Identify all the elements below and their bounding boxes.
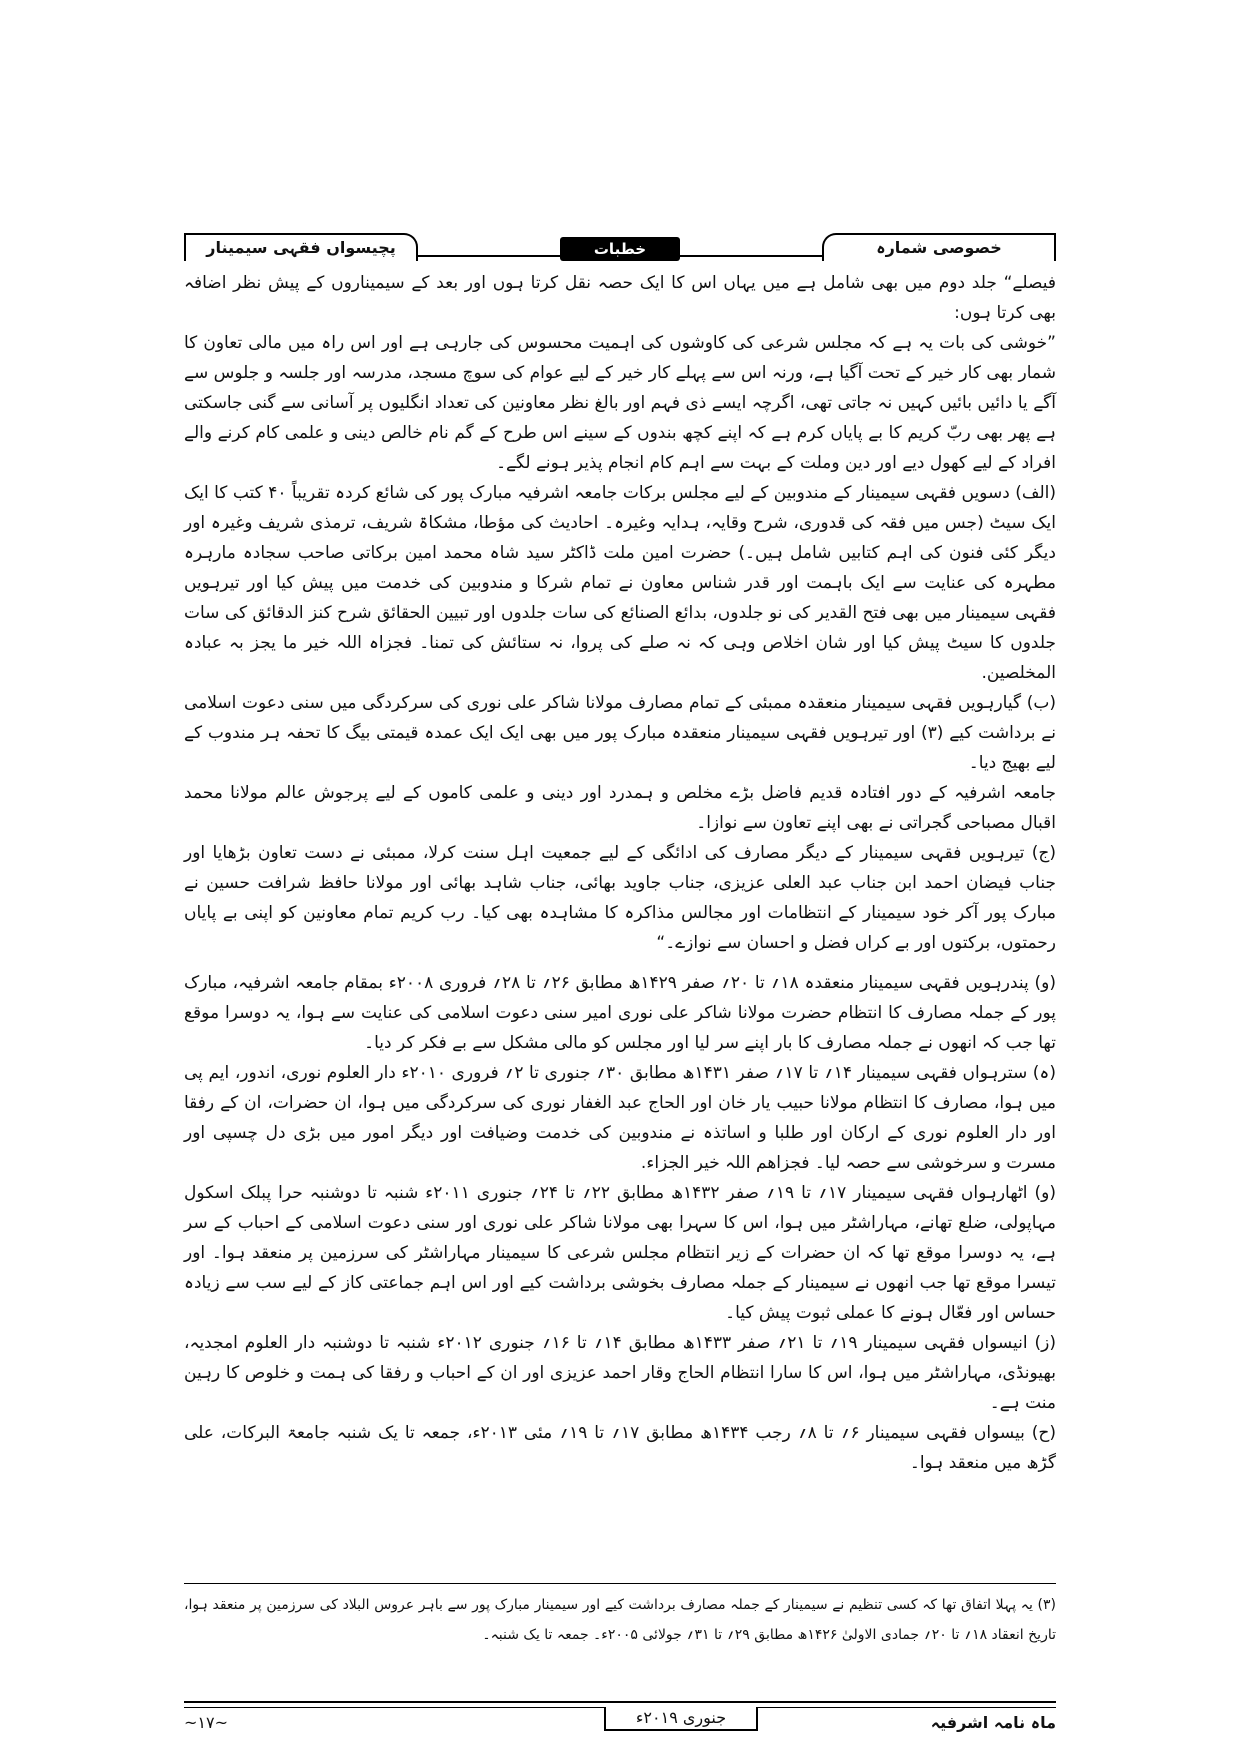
footnote-rule [184,1583,1056,1584]
paragraph: (ہ) سترہواں فقہی سیمینار ۱۴؍ تا ۱۷؍ صفر ۱۴۳۱ھ مطابق ۳۰؍ جنوری تا ۲؍ فروری ۲۰۱۰ء دار العلوم نوری، اندور، ایم پی میں ہوا، مصارف کا انتظام مولانا حبیب یار خان اور الحاج عبد الغفار نوری کی سرکردگی میں ہوا، ان حضرات، ان کے رفقا اور دار العلوم نوری کے ارکان اور طلبا و اساتذہ نے مندوبین کی خدمت وضیافت اور دیگر امور میں بڑی دل چسپی اور مسرت و سرخوشی سے حصہ لیا۔ فجزاھم اللہ خیر الجزاء. [184,1063,1056,1173]
paragraph: فیصلے“ جلد دوم میں بھی شامل ہے میں یہاں اس کا ایک حصہ نقل کرتا ہوں اور بعد کے سیمیناروں کے پیش نظر اضافہ بھی کرتا ہوں: [184,273,1056,323]
journal-name: ماہ نامہ اشرفیہ [930,1713,1056,1732]
paragraph: (الف) دسویں فقہی سیمینار کے مندوبین کے لیے مجلس برکات جامعہ اشرفیہ مبارک پور کی شائع کردہ تقریباً ۴۰ کتب کا ایک ایک سیٹ (جس میں فقہ کی قدوری، شرح وقایہ، ہدایہ وغیرہ۔ احادیث کی مؤطا، مشکاۃ شریف، ترمذی شریف وغیرہ اور دیگر کئی فنون کی اہم کتابیں شامل ہیں۔) حضرت امین ملت ڈاکٹر سید شاہ محمد امین برکاتی صاحب سجادہ مارہرہ مطہرہ کی عنایت سے ایک باہمت اور قدر شناس معاون نے تمام شرکا و مندوبین کی خدمت میں پیش کیا اور تیرہویں فقہی سیمینار میں بھی فتح القدیر کی نو جلدوں، بدائع الصنائع کی سات جلدوں اور تبیین الحقائق شرح کنز الدقائق کی سات جلدوں کا سیٹ پیش کیا اور شان اخلاص وہی کہ نہ صلے کی پروا، نہ ستائش کی تمنا۔ فجزاہ اللہ خیر ما یجز بہ عبادہ المخلصین. [184,483,1056,683]
paragraph: (و) پندرہویں فقہی سیمینار منعقدہ ۱۸؍ تا ۲۰؍ صفر ۱۴۲۹ھ مطابق ۲۶؍ تا ۲۸؍ فروری ۲۰۰۸ء بمقام جامعہ اشرفیہ، مبارک پور کے جملہ مصارف کا انتظام حضرت مولانا شاکر علی نوری امیر سنی دعوت اسلامی کی عنایت سے ہوا، یہ دوسرا موقع تھا جب کہ انھوں نے جملہ مصارف کا بار اپنے سر لیا اور مجلس کو مالی مشکل سے بے فکر کر دیا۔ [184,973,1057,1053]
paragraph: (و) اٹھارہواں فقہی سیمینار ۱۷؍ تا ۱۹؍ صفر ۱۴۳۲ھ مطابق ۲۲؍ تا ۲۴؍ جنوری ۲۰۱۱ء شنبہ تا دوشنبہ حرا پبلک اسکول مہاپولی، ضلع تھانے، مہاراشٹر میں ہوا، اس کا سہرا بھی مولانا شاکر علی نوری اور سنی دعوت اسلامی کے احباب کے سر ہے، یہ دوسرا موقع تھا کہ ان حضرات کے زیر انتظام مجلس شرعی کا سیمینار مہاراشٹر کی سرزمین پر منعقد ہوا۔ اور تیسرا موقع تھا جب انھوں نے سیمینار کے جملہ مصارف بخوشی برداشت کیے اور اس اہم جماعتی کاز کے لیے سب سے زیادہ حساس اور فعّال ہونے کا عملی ثبوت پیش کیا۔ [184,1183,1056,1323]
page-header [184,233,1056,263]
page-footer [184,1695,1056,1731]
paragraph: (ح) بیسواں فقہی سیمینار ۶؍ تا ۸؍ رجب ۱۴۳۴ھ مطابق ۱۷؍ تا ۱۹؍ مئی ۲۰۱۳ء، جمعہ تا یک شنبہ جامعۃ البرکات، علی گڑھ میں منعقد ہوا۔ [184,1423,1057,1473]
page-number: ~۱۷~ [184,1713,228,1732]
paragraph: (ز) انیسواں فقہی سیمینار ۱۹؍ تا ۲۱؍ صفر ۱۴۳۳ھ مطابق ۱۴؍ تا ۱۶؍ جنوری ۲۰۱۲ء شنبہ تا دوشنبہ دار العلوم امجدیہ، بھیونڈی، مہاراشٹر میں ہوا، اس کا سارا انتظام الحاج وقار احمد عزیزی اور ان کے احباب و رفقا کی ہمت و خلوص کا رہین منت ہے۔ [184,1333,1056,1413]
paragraph: (ب) گیارہویں فقہی سیمینار منعقدہ ممبئی کے تمام مصارف مولانا شاکر علی نوری کی سرکردگی میں سنی دعوت اسلامی نے برداشت کیے (۳) اور تیرہویں فقہی سیمینار منعقدہ مبارک پور میں بھی ایک ایک عمدہ قیمتی بیگ کا تحفہ ہر مندوب کے لیے بھیج دیا۔ [184,693,1057,773]
footnote-area [184,1590,1056,1650]
paragraph: (ج) تیرہویں فقہی سیمینار کے دیگر مصارف کی ادائگی کے لیے جمعیت اہل سنت کرلا، ممبئی نے دست تعاون بڑھایا اور جناب فیضان احمد ابن جناب عبد العلی عزیزی، جناب جاوید بھائی، جناب شاہد بھائی اور مولانا حافظ شرافت حسین نے مبارک پور آکر خود سیمینار کے انتظامات اور مجالس مذاکرہ کا مشاہدہ بھی کیا۔ رب کریم تمام معاونین کو اپنی بے پایاں رحمتوں، برکتوں اور بے کراں فضل و احسان سے نوازے۔“ [184,843,1056,953]
footer-rule [184,1701,1056,1703]
paragraph: ”خوشی کی بات یہ ہے کہ مجلس شرعی کی کاوشوں کی اہمیت محسوس کی جارہی ہے اور اس راہ میں مالی تعاون کا شمار بھی کار خیر کے تحت آگیا ہے، ورنہ اس سے پہلے کار خیر کے لیے عوام کی سوچ مسجد، مدرسہ اور جلسہ و جلوس سے آگے یا دائیں بائیں کہیں نہ جاتی تھی، اگرچہ ایسے ذی فہم اور بالغ نظر معاونین کی تعداد انگلیوں پر آسانی سے گنی جاسکتی ہے پھر بھی ربّ کریم کا بے پایاں کرم ہے کہ اپنے کچھ بندوں کے سینے اس طرح کے گم نام خالص دینی و علمی کام کرنے والے افراد کے لیے کھول دیے اور دین وملت کے بہت سے اہم کام انجام پذیر ہونے لگے۔ [184,333,1056,473]
header-section-label: خطبات [560,237,680,261]
header-special-issue-tab: خصوصی شمارہ [822,233,1056,261]
paragraph: جامعہ اشرفیہ کے دور افتادہ قدیم فاضل بڑے مخلص و ہمدرد اور دینی و علمی کاموں کے لیے پرجوش عالم مولانا محمد اقبال مصباحی گجراتی نے بھی اپنے تعاون سے نوازا۔ [184,783,1056,833]
main-text [184,268,1056,1478]
header-seminar-tab: پچیسواں فقہی سیمینار [184,233,418,261]
issue-date: جنوری ۲۰۱۹ء [604,1707,758,1731]
footnote: (۳) یہ پہلا اتفاق تھا کہ کسی تنظیم نے سیمینار کے جملہ مصارف برداشت کیے اور سیمینار مبارک پور سے باہر عروس البلاد کی سرزمین پر منعقد ہوا، تاریخ انعقاد ۱۸؍ تا ۲۰؍ جمادی الاولیٰ ۱۴۲۶ھ مطابق ۲۹؍ تا ۳۱؍ جولائی ۲۰۰۵ء۔ جمعہ تا یک شنبہ۔ [184,1597,1056,1643]
